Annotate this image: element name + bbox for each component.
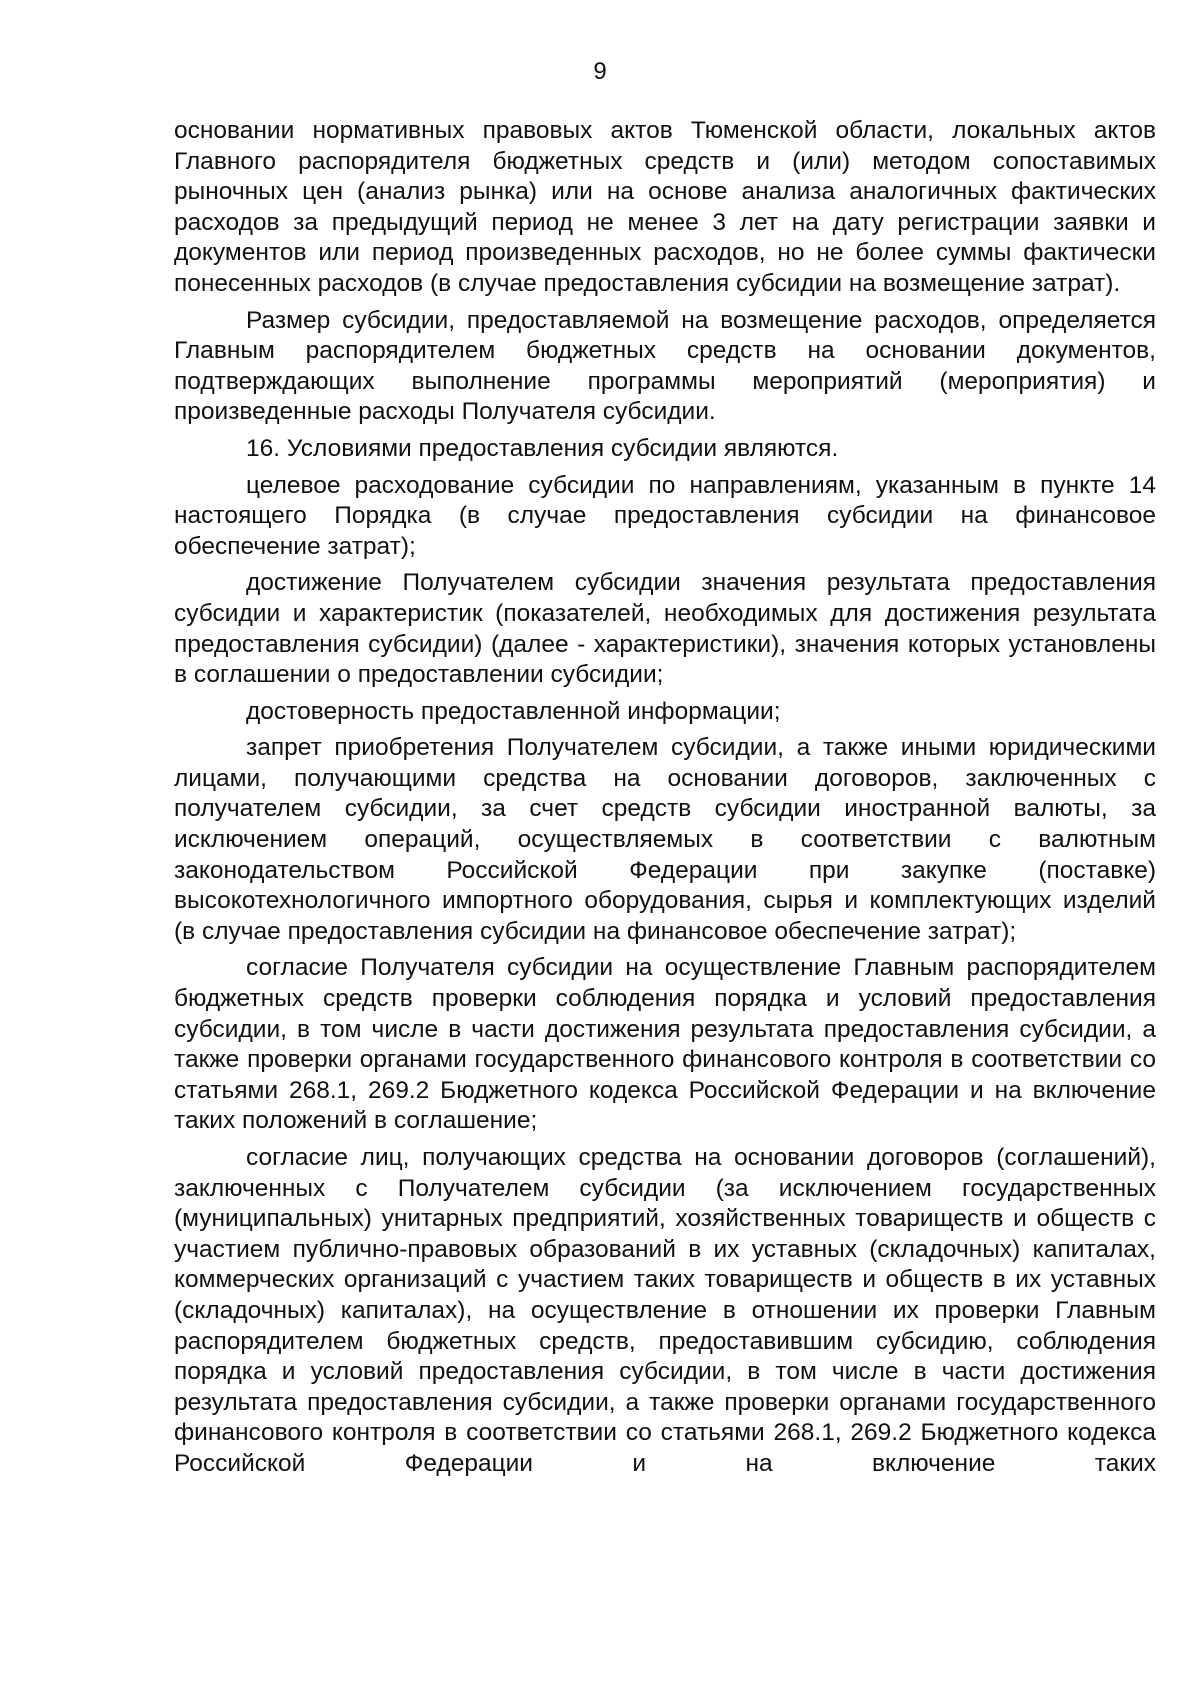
document-body	[174, 116, 1156, 1486]
paragraph-condition-result-achievement: достижение Получателем субсидии значения результата предоставления субсидии и характеристик (показателей, необходимых для достижения результата предоставления субсидии) (далее - характеристики), значения которых установлены в соглашении о предоставлении субсидии;	[174, 569, 1156, 689]
page-number: 9	[593, 58, 607, 85]
paragraph-condition-targeted-spending: целевое расходование субсидии по направлениям, указанным в пункте 14 настоящего Порядка (в случае предоставления субсидии на финансовое обеспечение затрат);	[174, 471, 1156, 560]
paragraph-condition-currency-prohibition: запрет приобретения Получателем субсидии, а также иными юридическими лицами, получающими средства на основании договоров, заключенных с получателем субсидии, за счет средств субсидии иностранной валюты, за исключением операций, осуществляемых в соответствии с валютным законодательством Российской Федерации при закупке (поставке) высокотехнологичного импортного оборудования, сырья и комплектующих изделий (в случае предоставления субсидии на финансовое обеспечение затрат);	[174, 734, 1156, 945]
paragraph-section-16-heading: 16. Условиями предоставления субсидии являются.	[246, 434, 839, 462]
paragraph-condition-information-reliability: достоверность предоставленной информации;	[246, 697, 781, 725]
paragraph-condition-third-party-consent: согласие лиц, получающих средства на основании договоров (соглашений), заключенных с Получателем субсидии (за исключением государственных (муниципальных) унитарных предприятий, хозяйственных товариществ и обществ с участием публично-правовых образований в их уставных (складочных) капиталах, коммерческих организаций с участием таких товариществ и обществ в их уставных (складочных) капиталах), на осуществление в отношении их проверки Главным распорядителем бюджетных средств, предоставившим субсидию, соблюдения порядка и условий предоставления субсидии, в том числе в части достижения результата предоставления субсидии, а также проверки органами государственного финансового контроля в соответствии со статьями 268.1, 269.2 Бюджетного кодекса Российской Федерации и на включение таких	[174, 1144, 1156, 1477]
paragraph-continuation: основании нормативных правовых актов Тюменской области, локальных актов Главного распорядителя бюджетных средств и (или) методом сопоставимых рыночных цен (анализ рынка) или на основе анализа аналогичных фактических расходов за предыдущий период не менее 3 лет на дату регистрации заявки и документов или период произведенных расходов, но не более суммы фактически понесенных расходов (в случае предоставления субсидии на возмещение затрат).	[174, 117, 1156, 297]
paragraph-subsidy-amount: Размер субсидии, предоставляемой на возмещение расходов, определяется Главным распорядителем бюджетных средств на основании документов, подтверждающих выполнение программы мероприятий (мероприятия) и произведенные расходы Получателя субсидии.	[174, 306, 1156, 426]
paragraph-condition-recipient-consent: согласие Получателя субсидии на осуществление Главным распорядителем бюджетных средств проверки соблюдения порядка и условий предоставления субсидии, в том числе в части достижения результата предоставления субсидии, а также проверки органами государственного финансового контроля в соответствии со статьями 268.1, 269.2 Бюджетного кодекса Российской Федерации и на включение таких положений в соглашение;	[174, 954, 1156, 1135]
